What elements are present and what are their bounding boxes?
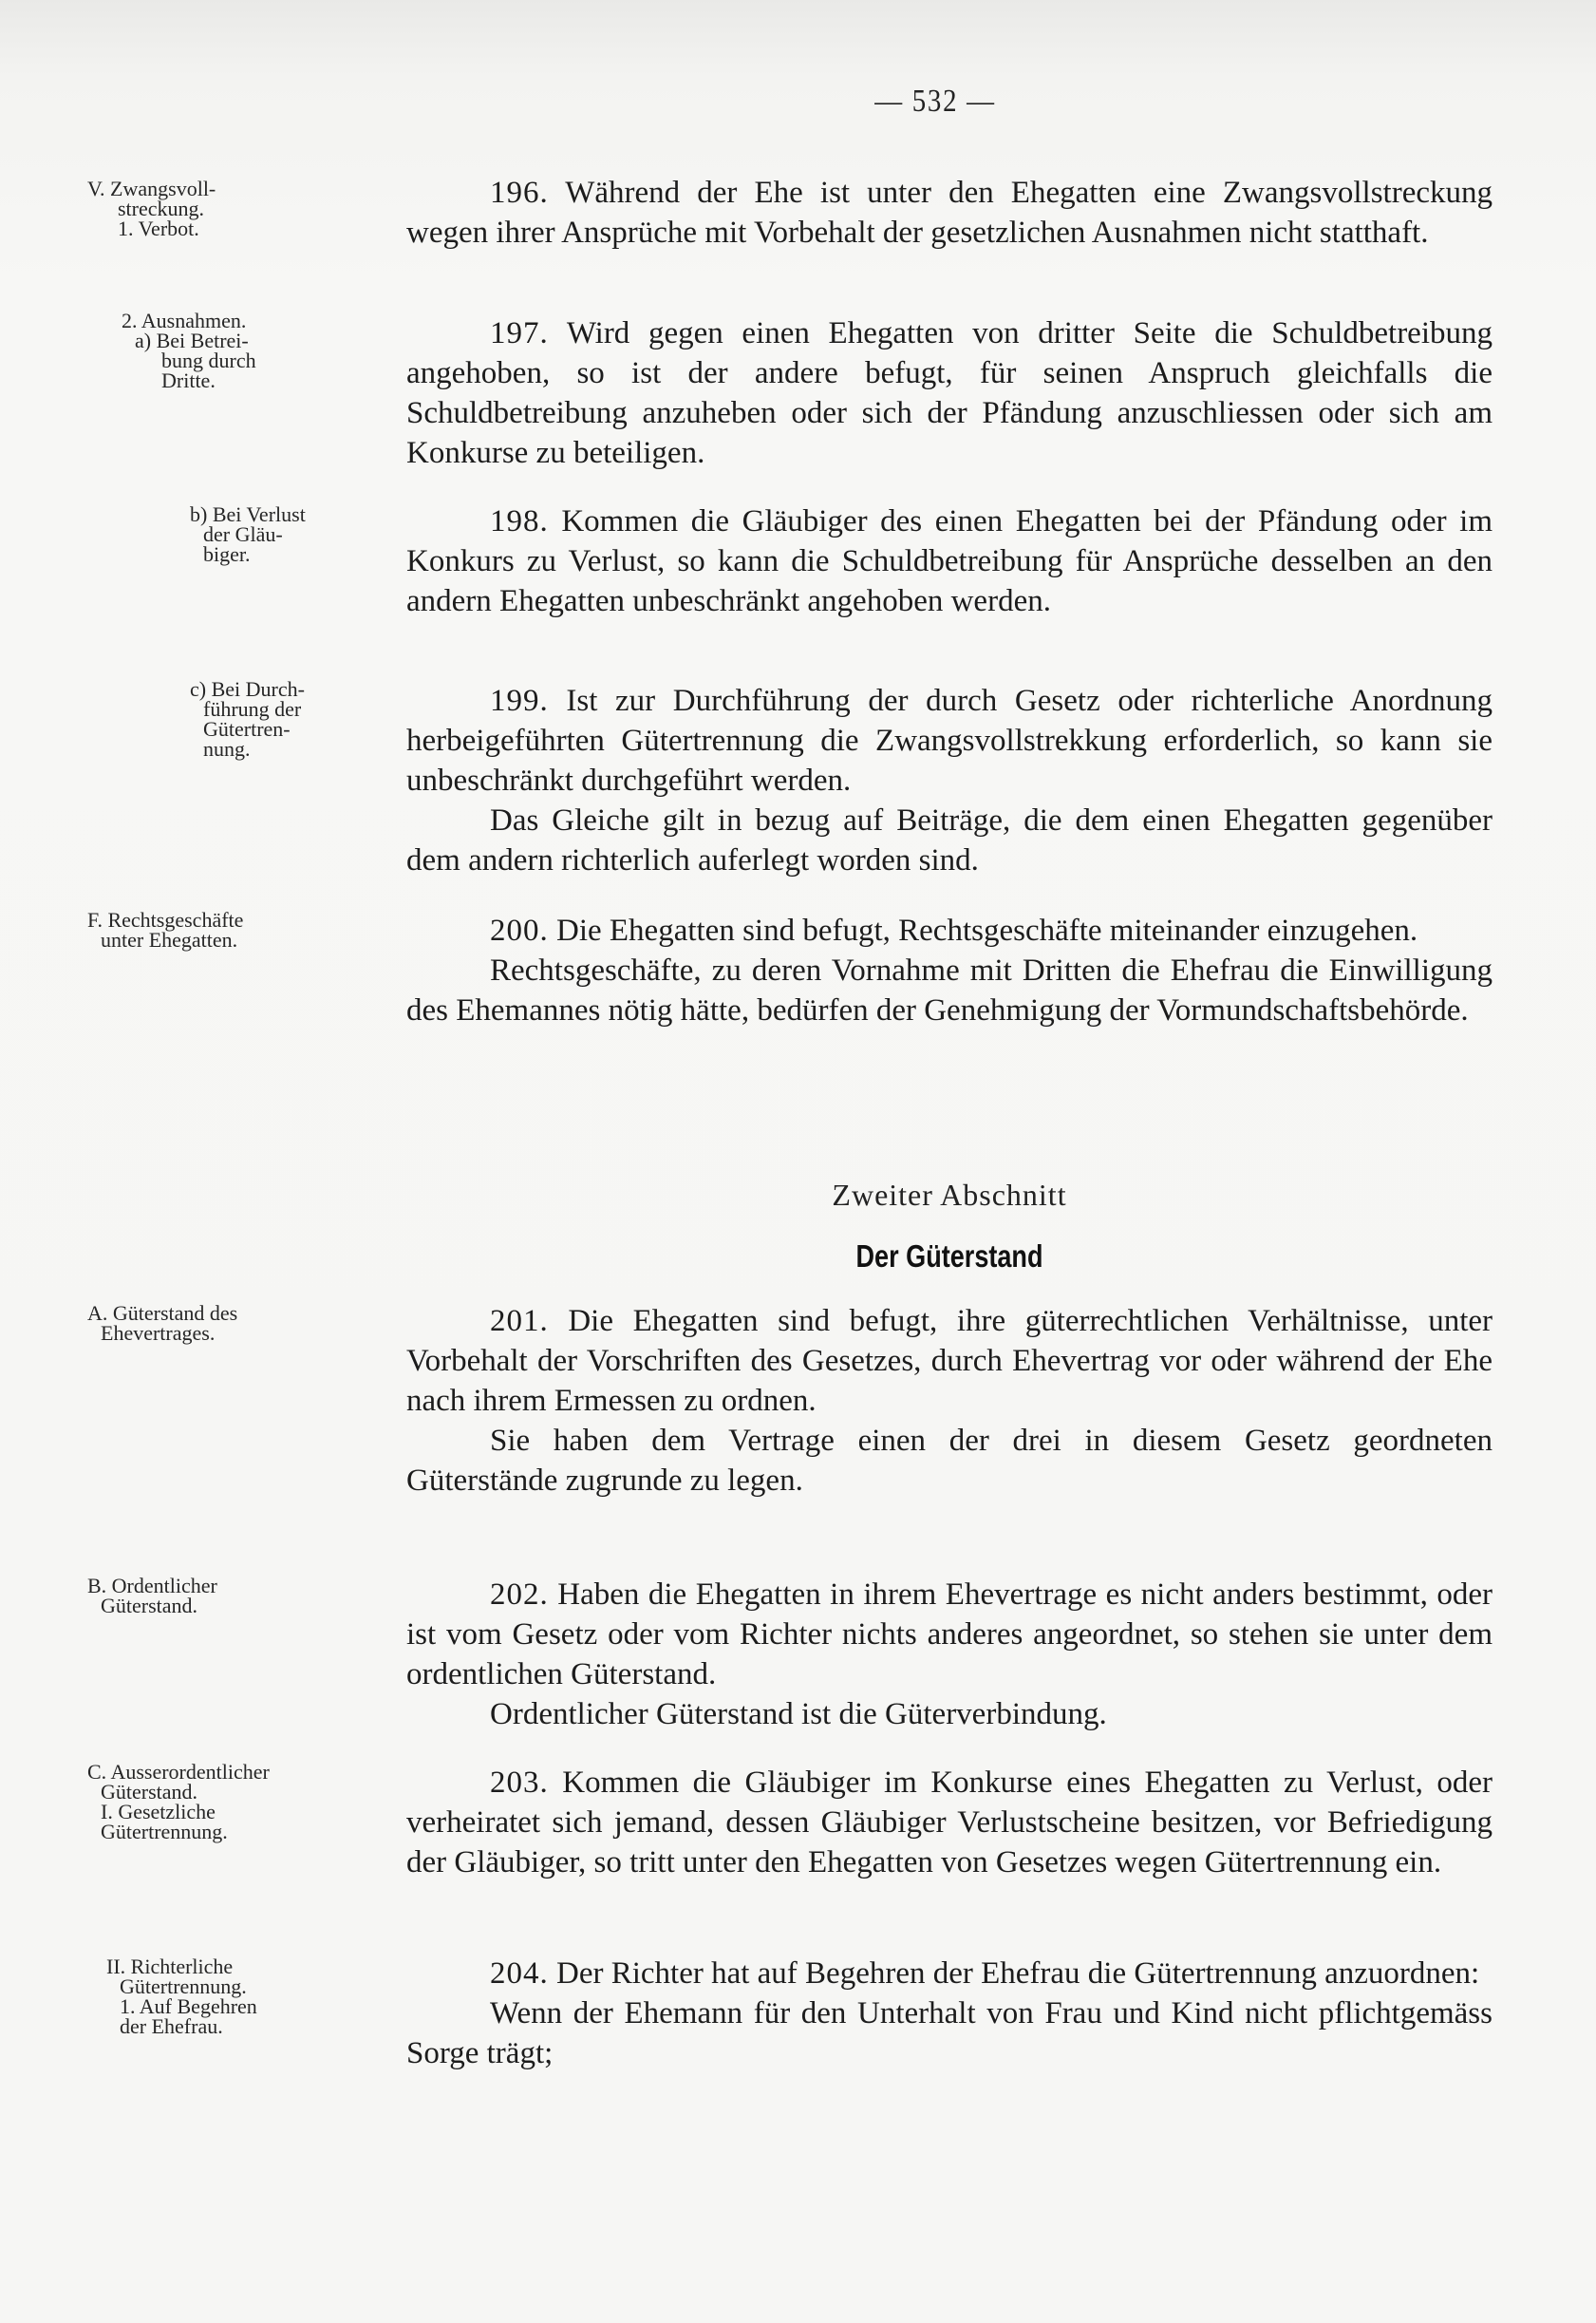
article-text: Kommen die Gläubiger des einen Ehegatten bei der Pfändung oder im Konkurs zu Verlust, so kann die Schuldbetreibung für Ansprüche desselben an den andern Ehegatten unbeschränkt angehoben werden. (406, 504, 1493, 618)
article-paragraph (406, 173, 1493, 253)
article-text: Die Ehegatten sind befugt, Rechtsgeschäfte miteinander einzugehen. (556, 914, 1418, 948)
article-text: Haben die Ehegatten in ihrem Ehevertrage es nicht anders bestimmt, oder ist vom Gesetz oder vom Richter nichts anderes angeordnet, so stehen sie unter dem ordentlichen Güterstand. (406, 1577, 1493, 1691)
margin-line: 2. Ausnahmen. (122, 309, 247, 332)
article-204 (406, 1954, 1493, 2073)
margin-line: F. Rechtsgeschäfte (87, 908, 244, 932)
margin-line: C. Ausserordentlicher (87, 1760, 270, 1784)
article-200 (406, 911, 1493, 1030)
article-paragraph (406, 1301, 1493, 1421)
article-paragraph (406, 1421, 1493, 1501)
margin-line: b) Bei Verlust (190, 502, 306, 526)
margin-line: der Ehefrau. (120, 2014, 223, 2038)
margin-line: Dritte. (161, 368, 216, 392)
article-paragraph (406, 1993, 1493, 2073)
article-203 (406, 1763, 1493, 1882)
margin-line: 1. Auf Begehren (120, 1994, 257, 2018)
margin-line: Gütertrennung. (101, 1820, 228, 1843)
article-number: 197. (490, 316, 549, 350)
article-196 (406, 173, 1493, 253)
article-paragraph (406, 1694, 1493, 1734)
article-number: 198. (490, 504, 549, 538)
margin-line: Güterstand. (101, 1780, 198, 1804)
article-text: Die Ehegatten sind befugt, ihre güterrechtlichen Verhältnisse, unter Vorbehalt der Vorschriften des Gesetzes, durch Ehevertrag vor oder während der Ehe nach ihrem Ermessen zu ordnen. (406, 1304, 1493, 1418)
section-title: Der Güterstand (855, 1238, 1043, 1274)
article-number: 202. (490, 1577, 549, 1612)
margin-note-richterliche-guetertrennung (106, 1956, 410, 2036)
article-number: 196. (490, 176, 549, 210)
margin-note-ausserordentlicher-gueterstand (87, 1762, 391, 1841)
margin-note-gueterstand-ehevertrag (87, 1303, 391, 1343)
margin-line: A. Güterstand des (87, 1301, 238, 1325)
article-paragraph (406, 911, 1493, 951)
article-paragraph (406, 313, 1493, 473)
article-paragraph (406, 501, 1493, 621)
article-text: Rechtsgeschäfte, zu deren Vornahme mit Dritten die Ehefrau die Einwilligung des Ehemannes nötig hätte, bedürfen der Genehmigung der Vormundschaftsbehörde. (406, 954, 1493, 1028)
margin-line: führung der (203, 697, 302, 721)
article-paragraph (406, 801, 1493, 880)
margin-line: Gütertren- (203, 717, 291, 741)
article-paragraph (406, 1575, 1493, 1694)
margin-line: nung. (203, 737, 251, 761)
article-text: Kommen die Gläubiger im Konkurse eines Ehegatten zu Verlust, oder verheiratet sich jemand, dessen Gläubiger Verlustscheine besitzen, vor Befriedigung der Gläubiger, so tritt unter den Ehegatten von Gesetzes wegen Gütertrennung ein. (406, 1766, 1493, 1879)
article-paragraph (406, 951, 1493, 1030)
margin-line: der Gläu- (203, 522, 283, 546)
article-199 (406, 681, 1493, 880)
article-text: Wenn der Ehemann für den Unterhalt von Frau und Kind nicht pflichtgemäss Sorge trägt; (406, 1996, 1493, 2070)
margin-note-rechtsgeschaefte (87, 910, 391, 950)
margin-line: 1. Verbot. (118, 217, 199, 240)
margin-note-ordentlicher-gueterstand (87, 1576, 391, 1615)
margin-line: Ehevertrages. (101, 1321, 216, 1345)
margin-line: Güterstand. (101, 1594, 198, 1617)
margin-line: a) Bei Betrei- (135, 329, 249, 352)
article-number: 204. (490, 1956, 549, 1991)
margin-line: c) Bei Durch- (190, 677, 305, 701)
article-text: Ordentlicher Güterstand ist die Güterverbindung. (490, 1697, 1107, 1731)
margin-line: bung durch (161, 349, 256, 372)
margin-line: streckung. (118, 197, 205, 220)
article-198 (406, 501, 1493, 621)
margin-line: biger. (203, 542, 251, 566)
article-text: Der Richter hat auf Begehren der Ehefrau die Gütertrennung anzuordnen: (556, 1956, 1480, 1991)
margin-line: V. Zwangsvoll- (87, 177, 216, 200)
margin-line: II. Richterliche (106, 1955, 234, 1978)
article-number: 201. (490, 1304, 549, 1338)
page-number: — 532 — (874, 84, 996, 119)
margin-line: Gütertrennung. (120, 1974, 247, 1998)
article-text: Wird gegen einen Ehegatten von dritter Seite die Schuldbetreibung angehoben, so ist der andere befugt, für seinen Anspruch gleichfalls die Schuldbetreibung anzuheben oder sich der Pfändung anzuschliessen oder sich am Konkurse zu beteiligen. (406, 316, 1493, 470)
article-number: 203. (490, 1766, 549, 1800)
article-text: Sie haben dem Vertrage einen der drei in diesem Gesetz geordneten Güterstände zugrunde zu legen. (406, 1424, 1493, 1498)
article-201 (406, 1301, 1493, 1501)
article-paragraph (406, 1954, 1493, 1993)
margin-line: unter Ehegatten. (101, 928, 238, 952)
margin-line: I. Gesetzliche (101, 1800, 216, 1823)
article-paragraph (406, 681, 1493, 801)
article-197 (406, 313, 1493, 473)
article-text: Während der Ehe ist unter den Ehegatten eine Zwangsvollstreckung wegen ihrer Ansprüche mit Vorbehalt der gesetzlichen Ausnahmen nicht statthaft. (406, 176, 1493, 250)
section-label: Zweiter Abschnitt (832, 1178, 1067, 1212)
margin-note-zwangsvollstreckung (87, 179, 391, 238)
article-number: 199. (490, 684, 549, 718)
article-202 (406, 1575, 1493, 1734)
margin-note-ausnahmen (122, 311, 425, 390)
margin-line: B. Ordentlicher (87, 1574, 217, 1597)
article-number: 200. (490, 914, 549, 948)
article-paragraph (406, 1763, 1493, 1882)
article-text: Ist zur Durchführung der durch Gesetz oder richterliche Anordnung herbeigeführten Gütertrennung die Zwangsvollstrekkung erforderlich, so kann sie unbeschränkt durchgeführt werden. (406, 684, 1493, 798)
article-text: Das Gleiche gilt in bezug auf Beiträge, die dem einen Ehegatten gegenüber dem andern richterlich auferlegt worden sind. (406, 803, 1493, 878)
